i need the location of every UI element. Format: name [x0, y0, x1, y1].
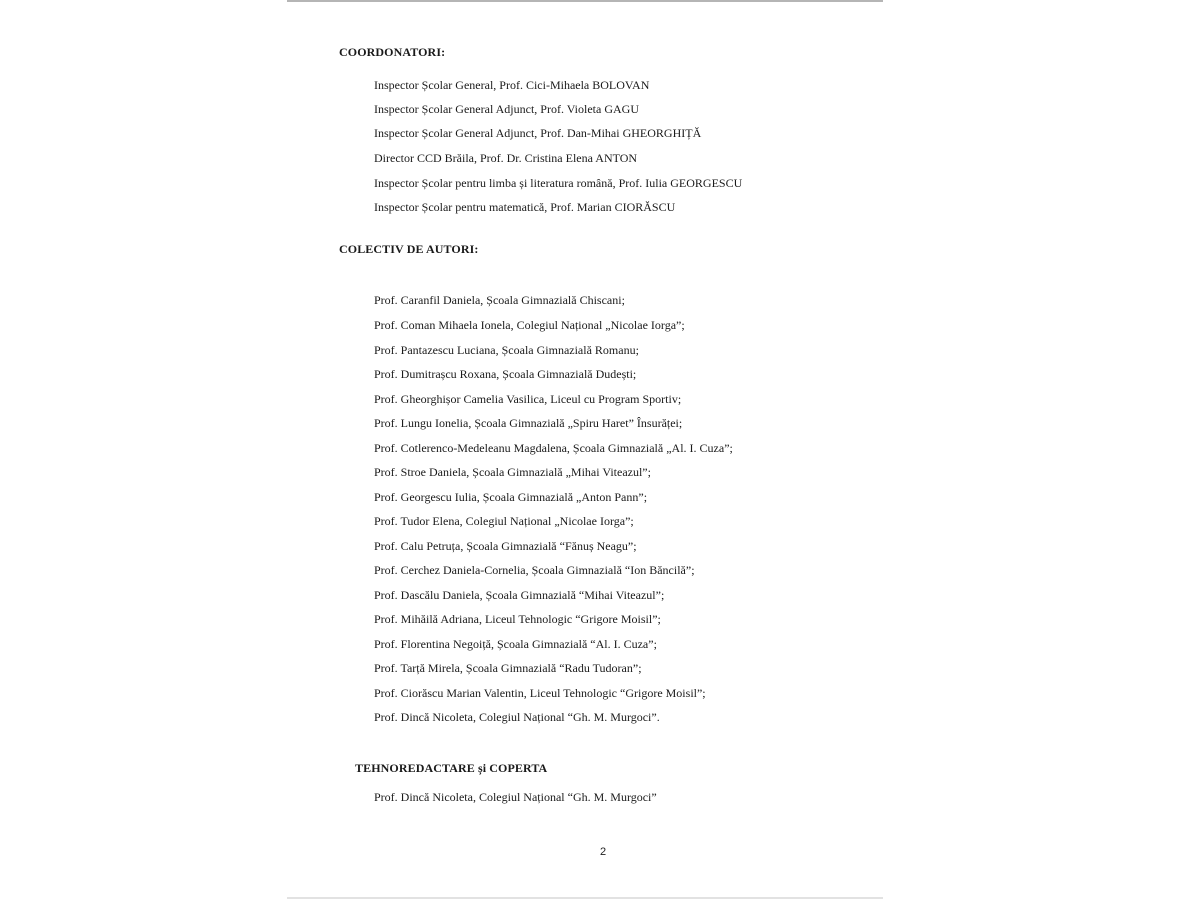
coordinator-line: Inspector Școlar General, Prof. Cici-Mihaela BOLOVAN: [374, 78, 650, 92]
coordinator-line: Inspector Școlar pentru matematică, Prof. Marian CIORĂSCU: [374, 200, 676, 214]
authors-heading: COLECTIV DE AUTORI:: [339, 242, 479, 256]
author-line: Prof. Dumitrașcu Roxana, Școala Gimnazială Dudești;: [374, 367, 637, 381]
author-line: Prof. Coman Mihaela Ionela, Colegiul Național „Nicolae Iorga”;: [374, 318, 685, 332]
layout-line: Prof. Dincă Nicoleta, Colegiul Național “Gh. M. Murgoci”: [374, 790, 657, 804]
coordinator-line: Inspector Școlar General Adjunct, Prof. Dan-Mihai GHEORGHIȚĂ: [374, 126, 702, 140]
author-line: Prof. Florentina Negoiță, Școala Gimnazială “Al. I. Cuza”;: [374, 637, 657, 651]
author-line: Prof. Tarță Mirela, Școala Gimnazială “Radu Tudoran”;: [374, 661, 642, 675]
author-line: Prof. Lungu Ionelia, Școala Gimnazială „Spiru Haret” Însurăței;: [374, 416, 683, 430]
author-line: Prof. Dascălu Daniela, Școala Gimnazială “Mihai Viteazul”;: [374, 588, 665, 602]
author-line: Prof. Stroe Daniela, Școala Gimnazială „Mihai Viteazul”;: [374, 465, 651, 479]
author-line: Prof. Cotlerenco-Medeleanu Magdalena, Școala Gimnazială „Al. I. Cuza”;: [374, 441, 733, 455]
author-line: Prof. Pantazescu Luciana, Școala Gimnazială Romanu;: [374, 343, 639, 357]
coordinator-line: Director CCD Brăila, Prof. Dr. Cristina Elena ANTON: [374, 151, 638, 165]
author-line: Prof. Caranfil Daniela, Școala Gimnazială Chiscani;: [374, 293, 625, 307]
layout-heading: TEHNOREDACTARE și COPERTA: [355, 761, 548, 775]
author-line: Prof. Calu Petruța, Școala Gimnazială “Fănuș Neagu”;: [374, 539, 637, 553]
author-line: Prof. Georgescu Iulia, Școala Gimnazială „Anton Pann”;: [374, 490, 648, 504]
coordinator-line: Inspector Școlar General Adjunct, Prof. Violeta GAGU: [374, 102, 639, 116]
author-line: Prof. Cerchez Daniela-Cornelia, Școala Gimnazială “Ion Băncilă”;: [374, 563, 695, 577]
page-number: 2: [600, 846, 607, 858]
bottom-rule: [287, 897, 883, 899]
top-rule: [287, 0, 883, 2]
coordinators-heading: COORDONATORI:: [339, 45, 446, 59]
author-line: Prof. Gheorghișor Camelia Vasilica, Liceul cu Program Sportiv;: [374, 392, 682, 406]
author-line: Prof. Ciorăscu Marian Valentin, Liceul Tehnologic “Grigore Moisil”;: [374, 686, 706, 700]
coordinator-line: Inspector Școlar pentru limba și literatura română, Prof. Iulia GEORGESCU: [374, 176, 743, 190]
author-line: Prof. Tudor Elena, Colegiul Național „Nicolae Iorga”;: [374, 514, 634, 528]
author-line: Prof. Dincă Nicoleta, Colegiul Național “Gh. M. Murgoci”.: [374, 710, 660, 724]
author-line: Prof. Mihăilă Adriana, Liceul Tehnologic “Grigore Moisil”;: [374, 612, 661, 626]
